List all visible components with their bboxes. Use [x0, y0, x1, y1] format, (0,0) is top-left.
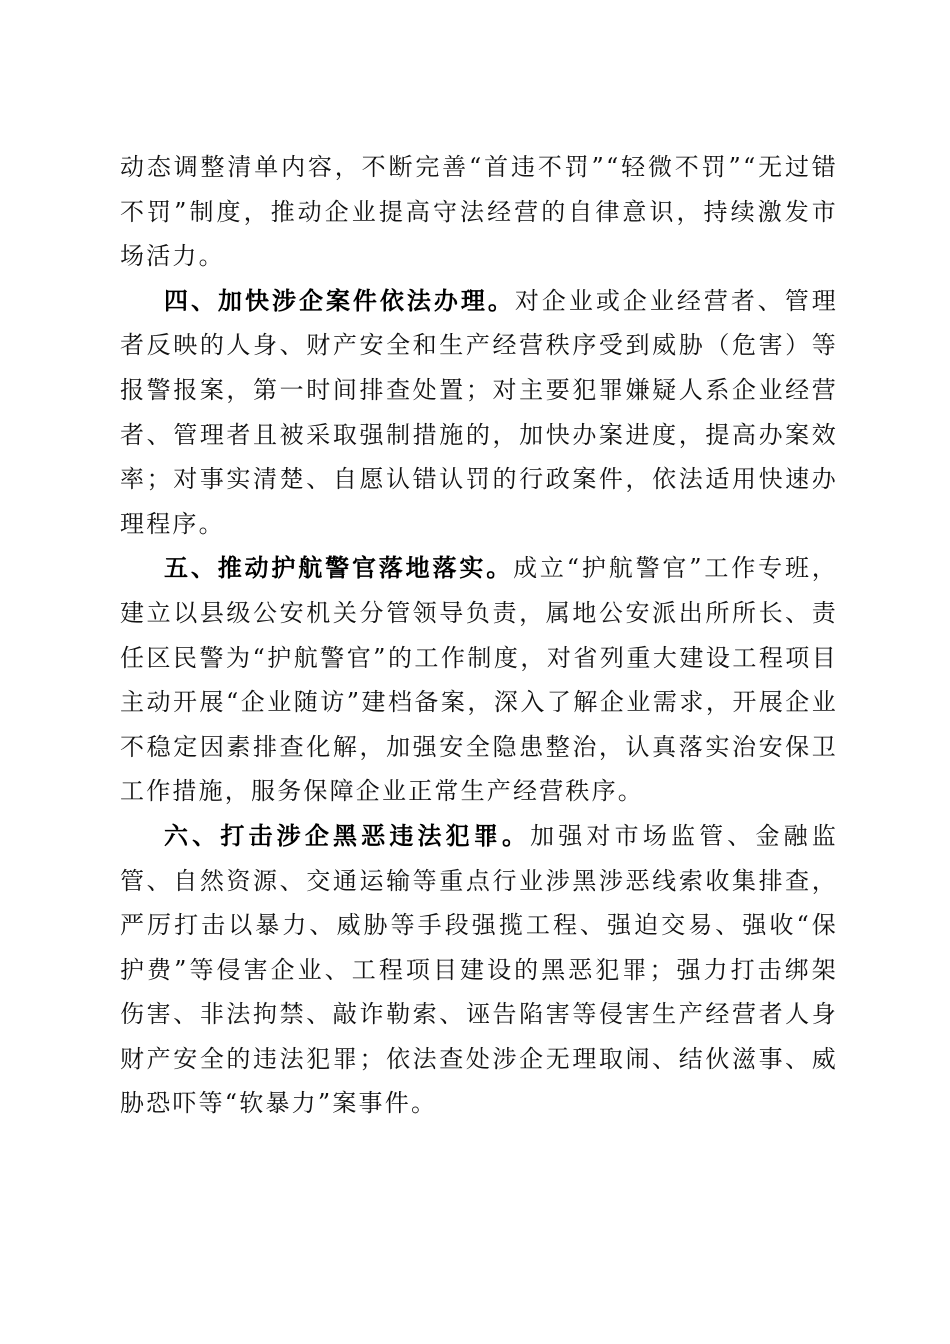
paragraph-section-6 [120, 814, 838, 1126]
paragraph-section-4 [120, 279, 838, 547]
paragraph-text: 加强对市场监管、金融监管、自然资源、交通运输等重点行业涉黑涉恶线索收集排查，严厉打击以暴力、威胁等手段强揽工程、强迫交易、强收“保护费”等侵害企业、工程项目建设的黑恶犯罪；强力打击绑架伤害、非法拘禁、敲诈勒索、诬告陷害等侵害生产经营者人身财产安全的违法犯罪；依法查处涉企无理取闹、结伙滋事、威胁恐吓等“软暴力”案事件。 [120, 821, 838, 1118]
section-4-heading: 四、加快涉企案件依法办理。 [164, 286, 515, 315]
paragraph-text: 动态调整清单内容，不断完善“首违不罚”“轻微不罚”“无过错不罚”制度，推动企业提高守法经营的自律意识，持续激发市场活力。 [120, 153, 838, 271]
document-body [120, 145, 838, 1126]
paragraph-text: 对企业或企业经营者、管理者反映的人身、财产安全和生产经营秩序受到威胁（危害）等报警报案，第一时间排查处置；对主要犯罪嫌疑人系企业经营者、管理者且被采取强制措施的，加快办案进度，提高办案效率；对事实清楚、自愿认错认罚的行政案件，依法适用快速办理程序。 [120, 286, 838, 538]
section-6-heading: 六、打击涉企黑恶违法犯罪。 [164, 821, 531, 850]
paragraph-text: 成立“护航警官”工作专班，建立以县级公安机关分管领导负责，属地公安派出所所长、责任区民警为“护航警官”的工作制度，对省列重大建设工程项目主动开展“企业随访”建档备案，深入了解企业需求，开展企业不稳定因素排查化解，加强安全隐患整治，认真落实治安保卫工作措施，服务保障企业正常生产经营秩序。 [120, 554, 839, 806]
section-5-heading: 五、推动护航警官落地落实。 [164, 554, 514, 583]
paragraph-section-5 [120, 546, 838, 814]
paragraph-continuation [120, 145, 838, 279]
